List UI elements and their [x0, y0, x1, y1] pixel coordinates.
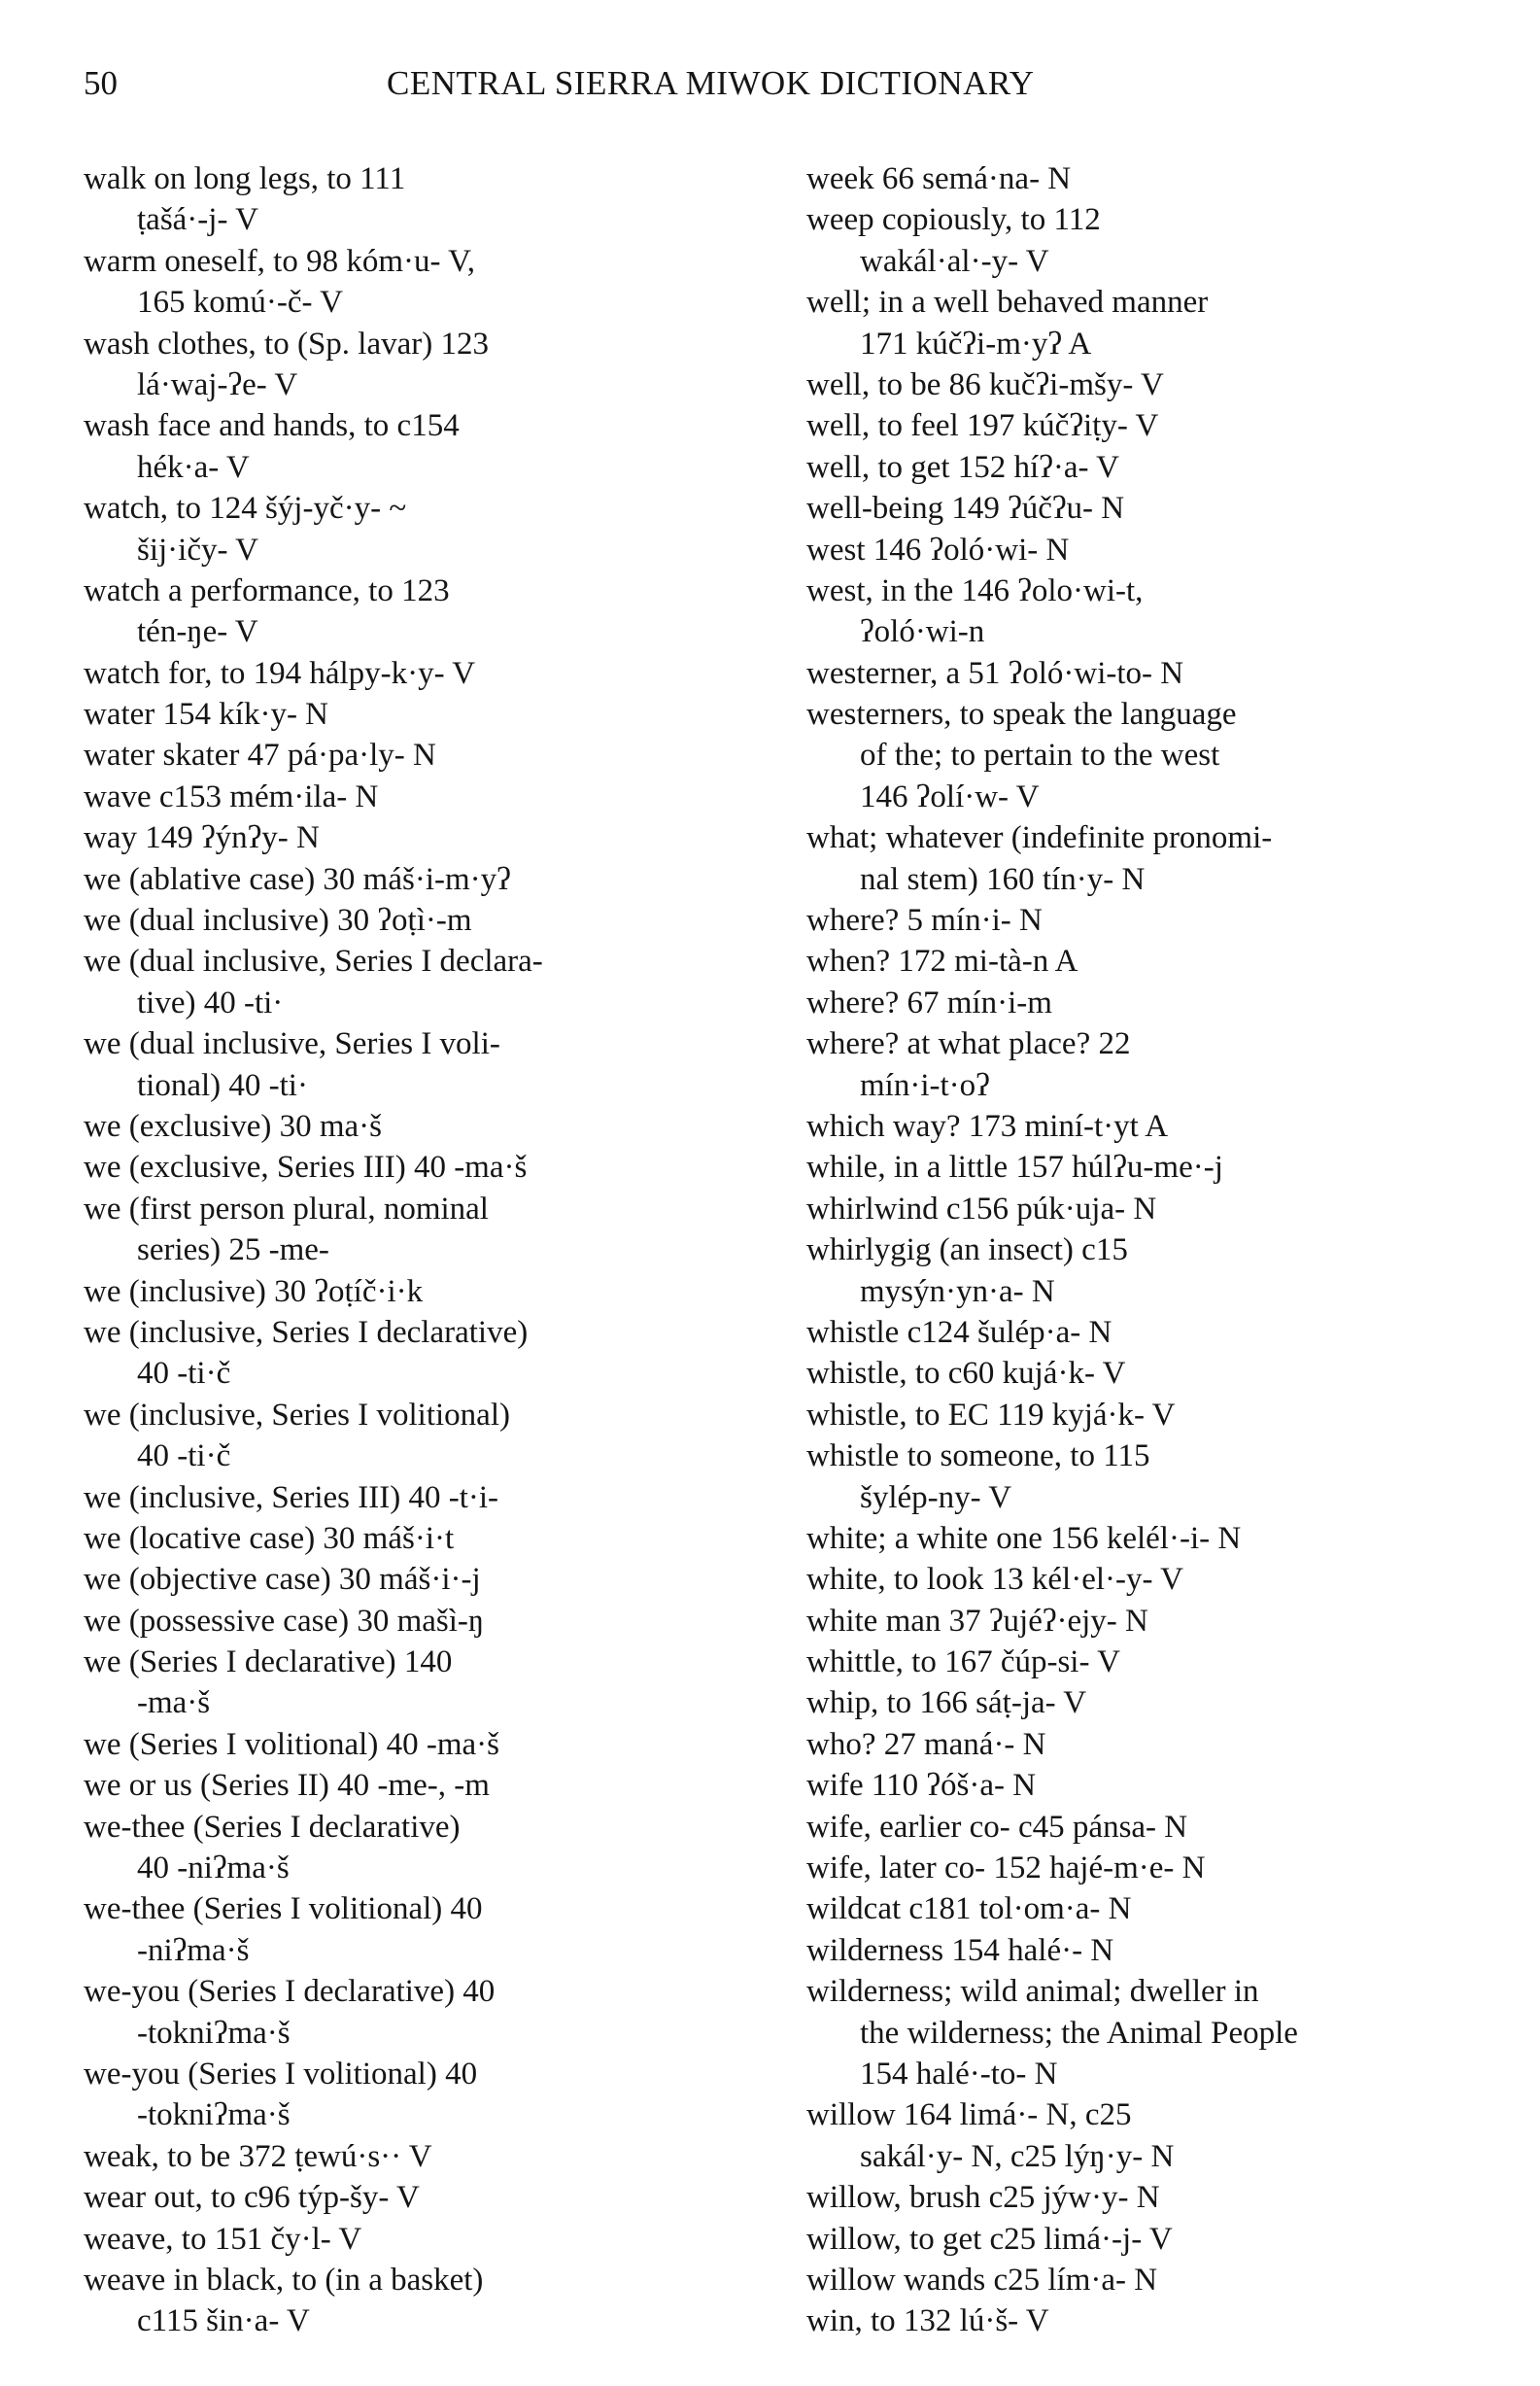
entry-line: win, to 132 lú·š- V	[806, 2303, 1049, 2339]
entry-line: weep copiously, to 112	[806, 202, 1101, 238]
entry-continuation-line: tén-ŋe- V	[137, 614, 258, 650]
page-number: 50	[84, 64, 118, 102]
entry-continuation-line: mysýn·yn·a- N	[860, 1273, 1055, 1309]
entry-line: we (Series I declarative) 140	[84, 1644, 453, 1680]
entry-line: well, to feel 197 kúčʔiṭy- V	[806, 408, 1159, 444]
entry-line: whistle c124 šulép·a- N	[806, 1314, 1112, 1350]
page-header	[84, 64, 1133, 122]
entry-line: we (dual inclusive, Series I voli-	[84, 1026, 500, 1062]
entry-continuation-line: tive) 40 -ti·	[137, 985, 284, 1020]
entry-line: weave, to 151 čy·l- V	[84, 2221, 362, 2257]
entry-line: west, in the 146 ʔolo·wi-t,	[806, 572, 1144, 608]
entry-line: willow, to get c25 limá·-j- V	[806, 2221, 1173, 2257]
entry-continuation-line: lá·waj-ʔe- V	[137, 366, 298, 402]
entry-line: we (inclusive, Series III) 40 -t·i-	[84, 1479, 499, 1515]
entry-line: well, to be 86 kučʔi-mšy- V	[806, 366, 1164, 402]
entry-line: westerners, to speak the language	[806, 697, 1237, 733]
entry-line: we-you (Series I declarative) 40	[84, 1974, 496, 2010]
entry-continuation-line: ʔoló·wi-n	[860, 614, 985, 650]
entry-line: we (inclusive) 30 ʔoṭíč·i·k	[84, 1273, 424, 1309]
entry-line: wife, earlier co- c45 pánsa- N	[806, 1809, 1188, 1845]
entry-continuation-line: the wilderness; the Animal People	[860, 2015, 1298, 2051]
entry-line: what; whatever (indefinite pronomi-	[806, 820, 1273, 856]
entry-line: well-being 149 ʔúčʔu- N	[806, 491, 1125, 527]
entry-line: while, in a little 157 húlʔu-me·-j	[806, 1150, 1223, 1186]
entry-line: well, to get 152 híʔ·a- V	[806, 449, 1119, 485]
entry-line: wave c153 mém·ila- N	[84, 778, 379, 814]
entry-line: way 149 ʔýnʔy- N	[84, 820, 320, 856]
right-column	[806, 158, 1525, 2342]
entry-line: watch for, to 194 hálpy-k·y- V	[84, 655, 476, 691]
entry-line: whirlwind c156 púk·uja- N	[806, 1191, 1157, 1227]
entry-continuation-line: -tokniʔma·š	[137, 2015, 291, 2051]
entry-line: white, to look 13 kél·el·-y- V	[806, 1562, 1183, 1598]
entry-line: wilderness; wild animal; dweller in	[806, 1974, 1259, 2010]
entry-line: white; a white one 156 kelél·-i- N	[806, 1520, 1242, 1556]
entry-line: wear out, to c96 týp-šy- V	[84, 2180, 420, 2216]
entry-line: whistle to someone, to 115	[806, 1438, 1150, 1474]
entry-line: westerner, a 51 ʔoló·wi-to- N	[806, 655, 1184, 691]
entry-line: wildcat c181 tol·om·a- N	[806, 1891, 1132, 1927]
entry-continuation-line: series) 25 -me-	[137, 1232, 329, 1268]
entry-line: we-thee (Series I volitional) 40	[84, 1891, 483, 1927]
entry-line: we (ablative case) 30 máš·i-m·yʔ	[84, 861, 511, 897]
entry-line: when? 172 mi-tà-n A	[806, 944, 1078, 980]
entry-line: we (dual inclusive, Series I declara-	[84, 944, 543, 980]
entry-continuation-line: nal stem) 160 tín·y- N	[860, 861, 1146, 897]
entry-continuation-line: of the; to pertain to the west	[860, 738, 1220, 774]
entry-line: week 66 semá·na- N	[806, 161, 1072, 196]
left-column	[84, 158, 793, 2342]
entry-line: watch a performance, to 123	[84, 572, 450, 608]
entry-line: which way? 173 miní-t·yt A	[806, 1108, 1169, 1144]
entry-line: we (exclusive, Series III) 40 -ma·š	[84, 1150, 528, 1186]
entry-line: water skater 47 pá·pa·ly- N	[84, 738, 436, 774]
entry-line: watch, to 124 šýj-yč·y- ~	[84, 491, 407, 527]
entry-continuation-line: 165 komú·-č- V	[137, 285, 344, 321]
entry-continuation-line: 146 ʔolí·w- V	[860, 778, 1040, 814]
entry-continuation-line: hék·a- V	[137, 449, 250, 485]
entry-continuation-line: c115 šin·a- V	[137, 2303, 310, 2339]
entry-continuation-line: 171 kúčʔi-m·yʔ A	[860, 326, 1092, 362]
entry-line: we (inclusive, Series I declarative)	[84, 1314, 529, 1350]
entry-continuation-line: tional) 40 -ti·	[137, 1067, 308, 1103]
entry-continuation-line: 40 -ti·č	[137, 1356, 231, 1392]
entry-line: west 146 ʔoló·wi- N	[806, 532, 1070, 568]
entry-continuation-line: mín·i-t·oʔ	[860, 1067, 990, 1103]
entry-line: we (locative case) 30 máš·i·t	[84, 1520, 455, 1556]
entry-line: wash clothes, to (Sp. lavar) 123	[84, 326, 489, 362]
entry-line: walk on long legs, to 111	[84, 161, 406, 196]
entry-line: we (objective case) 30 máš·i·-j	[84, 1562, 481, 1598]
entry-line: where? at what place? 22	[806, 1026, 1131, 1062]
entry-continuation-line: -tokniʔma·š	[137, 2097, 291, 2133]
entry-line: willow 164 limá·- N, c25	[806, 2097, 1132, 2133]
entry-line: we (possessive case) 30 mašì-ŋ	[84, 1603, 485, 1639]
running-title: CENTRAL SIERRA MIWOK DICTIONARY	[387, 64, 1035, 102]
entry-line: we or us (Series II) 40 -me-, -m	[84, 1768, 490, 1804]
entry-line: where? 5 mín·i- N	[806, 903, 1043, 939]
entry-line: wife, later co- 152 hajé-m·e- N	[806, 1850, 1206, 1886]
entry-line: whistle, to EC 119 kyjá·k- V	[806, 1397, 1176, 1433]
entry-continuation-line: 40 -ti·č	[137, 1438, 231, 1474]
entry-line: weave in black, to (in a basket)	[84, 2262, 484, 2298]
entry-line: willow, brush c25 jýw·y- N	[806, 2180, 1160, 2216]
entry-line: we (first person plural, nominal	[84, 1191, 489, 1227]
entry-line: well; in a well behaved manner	[806, 285, 1209, 321]
entry-continuation-line: 40 -niʔma·š	[137, 1850, 290, 1886]
entry-line: wilderness 154 halé·- N	[806, 1932, 1114, 1968]
entry-line: weak, to be 372 ṭewú·s·· V	[84, 2138, 432, 2174]
entry-continuation-line: -ma·š	[137, 1685, 211, 1721]
entry-line: we (dual inclusive) 30 ʔoṭì·-m	[84, 903, 472, 939]
entry-continuation-line: wakál·al·-y- V	[860, 243, 1049, 279]
entry-line: whittle, to 167 čúp-si- V	[806, 1644, 1120, 1680]
entry-line: who? 27 maná·- N	[806, 1726, 1046, 1762]
entry-line: warm oneself, to 98 kóm·u- V,	[84, 243, 475, 279]
entry-line: white man 37 ʔujéʔ·ejy- N	[806, 1603, 1148, 1639]
entry-line: willow wands c25 lím·a- N	[806, 2262, 1158, 2298]
entry-continuation-line: sakál·y- N, c25 lýŋ·y- N	[860, 2138, 1175, 2174]
entry-line: we (exclusive) 30 ma·š	[84, 1108, 382, 1144]
entry-line: whip, to 166 sáṭ-ja- V	[806, 1685, 1087, 1721]
entry-continuation-line: 154 halé·-to- N	[860, 2056, 1058, 2092]
entry-line: we-thee (Series I declarative)	[84, 1809, 461, 1845]
entry-line: wife 110 ʔóš·a- N	[806, 1768, 1037, 1804]
entry-continuation-line: ṭašá·-j- V	[137, 202, 258, 238]
entry-line: water 154 kík·y- N	[84, 697, 329, 733]
entry-line: we (inclusive, Series I volitional)	[84, 1397, 510, 1433]
entry-line: we-you (Series I volitional) 40	[84, 2056, 478, 2092]
entry-line: where? 67 mín·i-m	[806, 985, 1052, 1020]
entry-line: wash face and hands, to c154	[84, 408, 460, 444]
entry-line: whistle, to c60 kujá·k- V	[806, 1356, 1126, 1392]
entry-continuation-line: -niʔma·š	[137, 1932, 250, 1968]
entry-continuation-line: šij·ičy- V	[137, 532, 258, 568]
entry-line: whirlygig (an insect) c15	[806, 1232, 1128, 1268]
entry-line: we (Series I volitional) 40 -ma·š	[84, 1726, 499, 1762]
entry-continuation-line: šylép-ny- V	[860, 1479, 1012, 1515]
